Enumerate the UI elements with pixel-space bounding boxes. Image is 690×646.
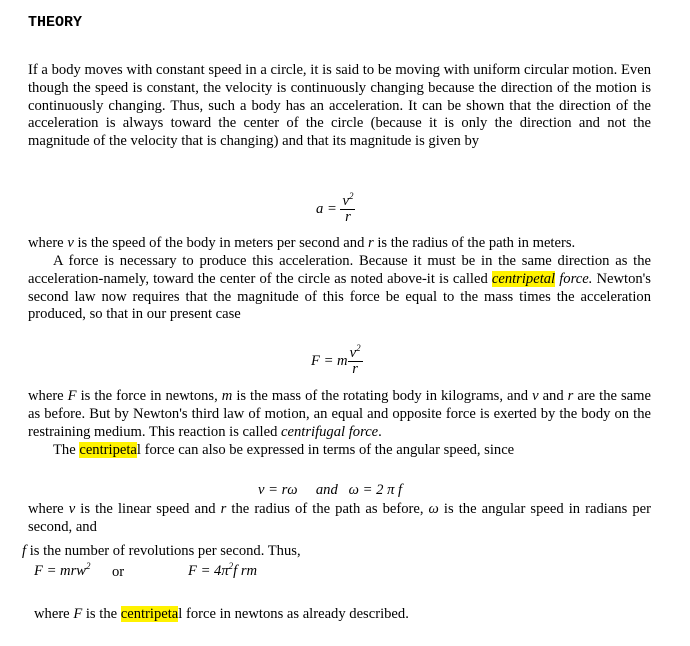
section-heading: THEORY <box>28 14 83 31</box>
paragraph-linear-speed: where v is the linear speed and r the radius of the path as before, ω is the angular speed in radians per second, and <box>28 501 651 535</box>
fraction-denominator: r <box>345 209 351 225</box>
equation-force-4pi: $F = 4\pi^2f$ rm <box>188 561 258 579</box>
fraction-numerator: $v^2$ <box>342 191 354 209</box>
paragraph-intro: If a body moves with constant speed in a circle, it is said to be moving with uniform circular motion. Even though the speed is constant, the velocity is continuously changing because the direction of the motion is continuously changing. Thus, such a body has an acceleration. It can be shown that the direction of the acceleration is always toward the center of the circle (because it is only the direction and not the magnitude of the velocity that is changing) and that its magnitude is given by <box>28 62 651 150</box>
paragraph-revolutions: f is the number of revolutions per second. Thus, <box>22 543 301 559</box>
paragraph-where-v-r: where v is the speed of the body in meters per second and r is the radius of the path in meters. <box>28 235 576 251</box>
equation-or: or <box>112 564 125 580</box>
paragraph-angular-speed: The centripetal force can also be expressed in terms of the angular speed, since <box>53 442 515 458</box>
highlight-centripetal: centripeta <box>120 606 179 622</box>
fraction-numerator: $v^2$ <box>349 343 361 361</box>
paragraph-centripetal-force: A force is necessary to produce this acceleration. Because it must be in the same direction as the acceleration-namely, toward the center of the circle as noted above-it is called centripetal force. Newton's second law now requires that the magnitude of this force be equal to the mass times the acceleration produced, so that in our present case <box>28 253 651 323</box>
highlight-centripetal: centripeta <box>79 442 137 458</box>
paragraph-closing: where F is the centripetal force in newtons as already described. <box>34 606 409 622</box>
highlight-centripetal: centripetal <box>491 270 556 287</box>
equation-lhs: F = m <box>311 352 348 369</box>
paragraph-newtons-third-law: where F is the force in newtons, m is the mass of the rotating body in kilograms, and v and r are the same as before. But by Newton's third law of motion, an equal and opposite force is exerted by the body on the restraining medium. This reaction is called centrifugal force. <box>28 388 651 440</box>
equation-fraction <box>340 191 355 225</box>
equation-angular: v = rω and ω = 2 π f <box>258 482 403 498</box>
equation-lhs: a = <box>316 200 337 217</box>
equation-fraction <box>348 343 363 377</box>
equation-acceleration <box>316 191 355 225</box>
fraction-denominator: r <box>352 361 358 377</box>
equation-force <box>311 343 363 377</box>
equation-force-mrw: F = mrw$^2$ <box>34 561 91 579</box>
